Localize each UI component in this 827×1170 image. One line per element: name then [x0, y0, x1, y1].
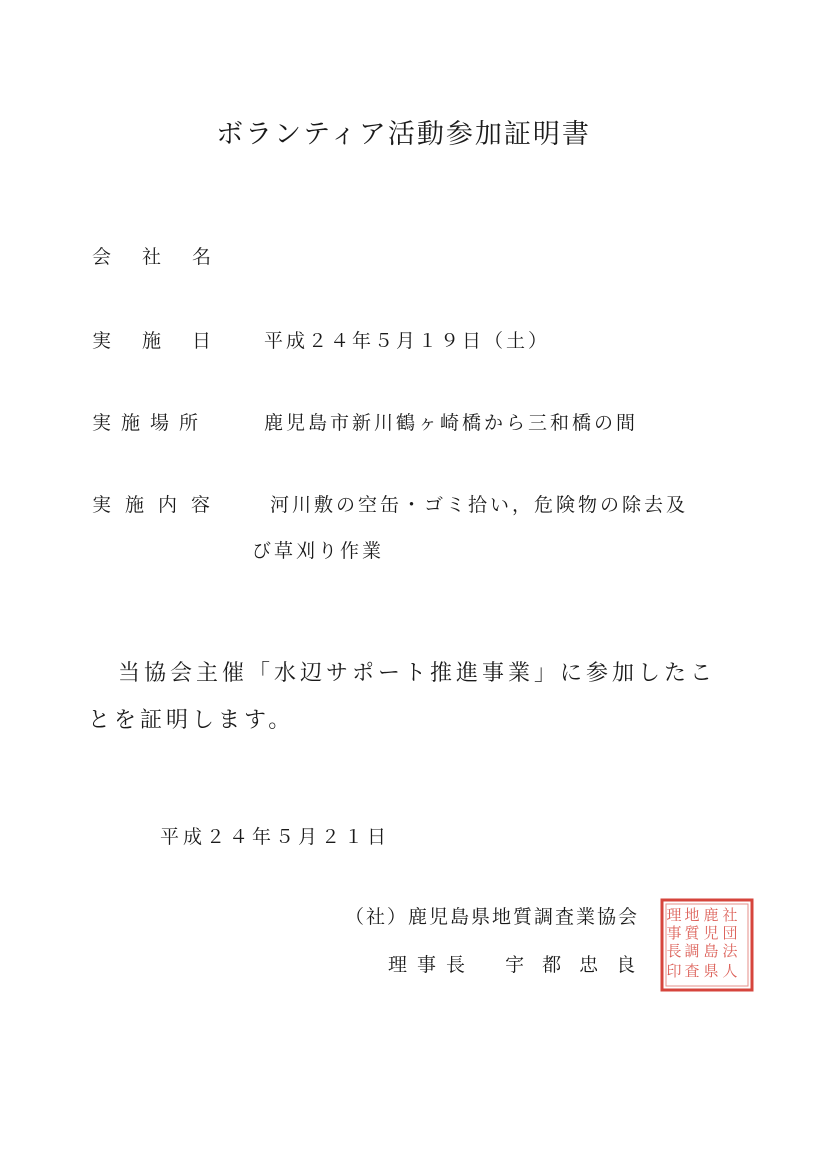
certification-statement: 当協会主催「水辺サポート推進事業」に参加したことを証明します。 [88, 661, 717, 733]
representative [388, 950, 653, 977]
svg-text:理: 理 [666, 906, 682, 924]
issue-date: 平成２４年５月２１日 [160, 826, 391, 848]
svg-text:団: 団 [722, 924, 738, 942]
svg-text:印: 印 [666, 962, 682, 980]
svg-text:査: 査 [684, 962, 700, 980]
place-value: 鹿児島市新川鶴ヶ崎橋から三和橋の間 [264, 412, 639, 434]
svg-text:法: 法 [722, 942, 738, 960]
svg-text:長: 長 [666, 942, 682, 960]
representative-name: 宇都忠良 [505, 954, 654, 976]
document-title: ボランティア活動参加証明書 [216, 119, 591, 150]
content-label: 実施内容 [92, 494, 225, 516]
svg-text:島: 島 [703, 942, 719, 960]
content-value-line2: び草刈り作業 [252, 540, 385, 562]
svg-text:地: 地 [684, 906, 700, 924]
svg-text:鹿: 鹿 [703, 906, 719, 924]
date-label: 実 施 日 [92, 330, 218, 352]
company-label: 会 社 名 [92, 246, 218, 268]
svg-text:事: 事 [666, 924, 682, 942]
organization-name: （社）鹿児島県地質調査業協会 [345, 906, 640, 928]
svg-text:人: 人 [722, 962, 738, 980]
official-seal-stamp [660, 898, 754, 992]
svg-text:社: 社 [722, 906, 738, 924]
place-label: 実施場所 [92, 412, 209, 434]
date-value: 平成２４年５月１９日（土） [264, 330, 551, 352]
svg-text:県: 県 [703, 962, 719, 980]
representative-title: 理事長 [388, 954, 476, 976]
svg-text:質: 質 [684, 924, 700, 942]
svg-text:児: 児 [703, 924, 719, 942]
svg-text:調: 調 [684, 942, 700, 960]
content-value-line1: 河川敷の空缶・ゴミ拾い，危険物の除去及 [270, 494, 689, 516]
